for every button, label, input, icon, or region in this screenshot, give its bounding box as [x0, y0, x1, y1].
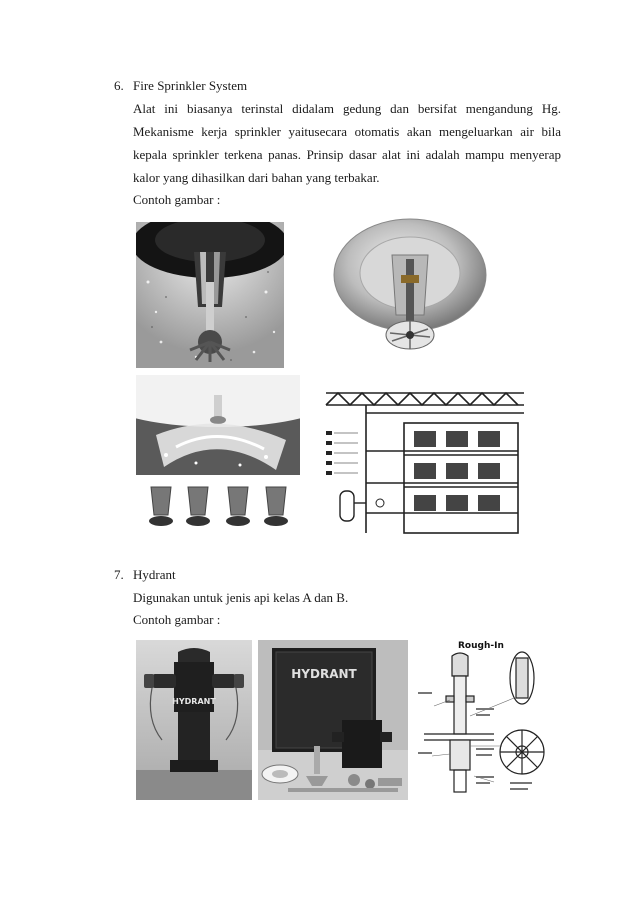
section-6-example-label: Contoh gambar : — [133, 192, 221, 207]
hydrant-photo — [136, 640, 252, 800]
sprinkler-system-diagram — [318, 383, 530, 540]
section-6-line-4: kalor yang dihasilkan dari bahan yang terbakar. — [133, 170, 380, 185]
hydrant-box-label: HYDRANT — [291, 667, 357, 681]
sprinkler-photo-dark — [136, 222, 284, 368]
section-6-line-3: kepala sprinkler terkena panas. Prinsip dasar alat ini adalah mampu menyerap — [133, 147, 561, 162]
section-7-example-label: Contoh gambar : — [133, 612, 221, 627]
hydrant-roughin-diagram — [414, 636, 548, 804]
section-6-title: Fire Sprinkler System — [133, 78, 248, 93]
sprinkler-spray-photo — [136, 375, 300, 540]
hydrant-label: HYDRANT — [172, 697, 216, 706]
section-7-line-1: Digunakan untuk jenis api kelas A dan B. — [133, 590, 349, 605]
section-7-number: 7. — [114, 567, 124, 582]
section-6-number: 6. — [114, 78, 124, 93]
section-7-title: Hydrant — [133, 567, 176, 582]
roughin-title: Rough-In — [458, 641, 504, 651]
sprinkler-photo-chrome — [330, 215, 490, 365]
section-6-line-1: Alat ini biasanya terinstal didalam gedung dan bersifat mengandung Hg. — [133, 101, 561, 116]
hydrant-box-photo — [258, 640, 408, 800]
section-6-line-2: Mekanisme kerja sprinkler yaitusecara otomatis akan mengeluarkan air bila — [133, 124, 561, 139]
